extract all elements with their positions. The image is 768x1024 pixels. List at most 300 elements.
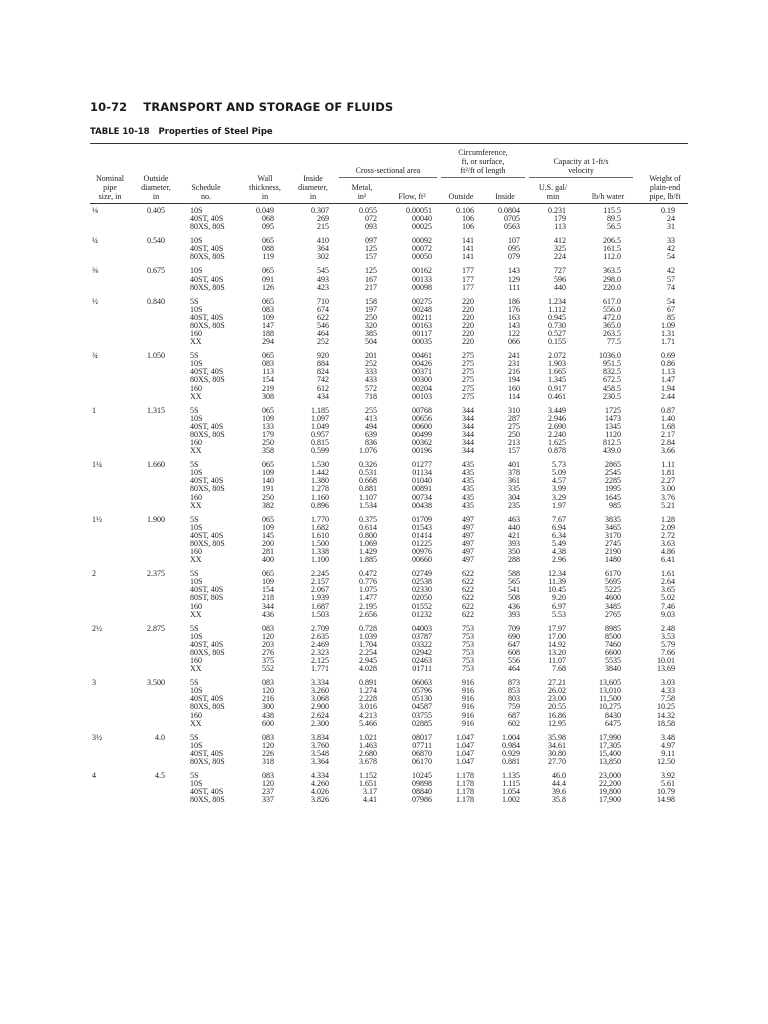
cell-circ-outside: 344 (462, 413, 474, 423)
cell-circ-outside: 220 (462, 337, 474, 347)
cell-circ-inside: 194 (508, 375, 520, 385)
cell-weight: 54 (667, 252, 675, 262)
cell-wall-thickness: 068 (262, 214, 274, 224)
cell-nominal-size: 4 (92, 770, 96, 780)
cell-weight: 2.84 (661, 438, 675, 447)
cell-inside-diameter: 3.068 (311, 694, 329, 704)
cell-circ-inside: 095 (508, 244, 520, 254)
cell-inside-diameter: 2.709 (311, 623, 329, 633)
cell-metal-area: 4.41 (363, 795, 377, 805)
cell-metal-area: 2.680 (359, 748, 377, 758)
cell-weight: 2.09 (661, 522, 675, 532)
cell-lb-per-h: 206.5 (603, 236, 621, 246)
cell-circ-outside: 220 (462, 296, 474, 306)
cell-schedule: 40ST, 40S (190, 787, 224, 797)
cell-gpm: 5.73 (552, 460, 566, 470)
cell-flow-area: 02050 (412, 593, 432, 603)
cell-inside-diameter: 1.610 (311, 530, 329, 540)
header-line: thickness, (249, 183, 281, 192)
cell-inside-diameter: 269 (317, 214, 329, 224)
header-line: Outside (448, 192, 474, 201)
cell-inside-diameter: 0.307 (311, 206, 329, 215)
cell-circ-outside: 622 (462, 577, 474, 587)
cell-circ-outside: 275 (462, 391, 474, 401)
cell-gpm: 2.240 (548, 429, 566, 439)
cell-gpm: 412 (554, 236, 566, 246)
cell-wall-thickness: 083 (262, 732, 274, 742)
cell-metal-area: 385 (365, 329, 377, 338)
cell-lb-per-h: 22,200 (599, 779, 621, 788)
cell-gpm: 46.0 (552, 770, 566, 780)
cell-circ-inside: 216 (508, 367, 520, 377)
header-line: U.S. gal/ (538, 183, 568, 192)
cell-inside-diameter: 1.503 (311, 609, 329, 619)
cell-gpm: 27.21 (548, 678, 566, 688)
cell-metal-area: 2.656 (359, 609, 377, 619)
cell-weight: 0.19 (661, 206, 675, 215)
cell-metal-area: 0.531 (359, 468, 377, 478)
cell-weight: 7.46 (661, 601, 675, 611)
cell-outside-diameter: 4.0 (155, 732, 165, 742)
cell-nominal-size: 2 (92, 569, 96, 579)
cell-metal-area: 5.466 (359, 718, 377, 728)
cell-schedule: 80ST, 80S (190, 593, 224, 603)
cell-nominal-size: 1¼ (92, 460, 102, 470)
cell-inside-diameter: 2.300 (311, 718, 329, 728)
cell-lb-per-h: 1345 (605, 421, 621, 431)
cell-gpm: 12.95 (548, 718, 566, 728)
cell-gpm: 39.6 (552, 787, 566, 797)
cell-flow-area: 00656 (412, 413, 432, 423)
cell-circ-inside: 0.0804 (498, 206, 520, 215)
cell-gpm: 26.02 (548, 686, 566, 696)
cell-gpm: 7.67 (552, 514, 566, 524)
cell-schedule: XX (190, 500, 202, 510)
cell-lb-per-h: 3465 (605, 522, 621, 532)
cell-metal-area: 1.107 (359, 492, 377, 502)
cell-outside-diameter: 3.500 (147, 678, 165, 688)
cell-lb-per-h: 812.5 (603, 438, 621, 447)
cell-circ-inside: 1.115 (502, 779, 520, 788)
page-number: 10-72 (90, 100, 128, 114)
cell-circ-outside: 916 (462, 694, 474, 704)
cell-wall-thickness: 318 (262, 756, 274, 766)
cell-inside-diameter: 612 (317, 383, 329, 393)
cell-inside-diameter: 2.900 (311, 702, 329, 712)
cell-schedule: 40ST, 40S (190, 367, 224, 377)
cell-inside-diameter: 464 (317, 329, 329, 338)
cell-circ-outside: 916 (462, 678, 474, 688)
cell-lb-per-h: 556.0 (603, 304, 621, 314)
col-head-weight (640, 174, 690, 201)
cell-wall-thickness: 119 (262, 252, 274, 262)
cell-circ-inside: 1.135 (502, 770, 520, 780)
cell-metal-area: 1.477 (359, 593, 377, 603)
cell-schedule: XX (190, 664, 202, 674)
cell-schedule: 80XS, 80S (190, 756, 225, 766)
cell-lb-per-h: 8500 (605, 631, 621, 641)
cell-flow-area: 00600 (412, 421, 432, 431)
cell-metal-area: 197 (365, 304, 377, 314)
cell-circ-outside: 497 (462, 538, 474, 548)
cell-flow-area: 00196 (412, 446, 432, 456)
col-head-wall-thickness (240, 174, 290, 201)
cell-schedule: XX (190, 555, 202, 565)
section-title: TRANSPORT AND STORAGE OF FLUIDS (143, 100, 394, 114)
cell-inside-diameter: 215 (317, 222, 329, 232)
cell-inside-diameter: 1.687 (311, 601, 329, 611)
cell-wall-thickness: 091 (262, 274, 274, 284)
cell-inside-diameter: 824 (317, 367, 329, 377)
cell-metal-area: 0.055 (359, 206, 377, 215)
cell-schedule: 5S (190, 569, 199, 579)
header-line: Schedule (191, 183, 221, 192)
cell-weight: 57 (667, 274, 675, 284)
cell-metal-area: 1.651 (359, 779, 377, 788)
cell-circ-outside: 435 (462, 460, 474, 470)
cell-nominal-size: 1 (92, 405, 96, 415)
cell-wall-thickness: 109 (262, 413, 274, 423)
cell-circ-inside: 1.054 (502, 787, 520, 797)
cell-schedule: 10S (190, 631, 203, 641)
cell-circ-inside: 565 (508, 577, 520, 587)
cell-circ-inside: 1.004 (502, 732, 520, 742)
cell-flow-area: 00660 (412, 555, 432, 565)
cell-weight: 1.47 (661, 375, 675, 385)
cell-circ-outside: 622 (462, 609, 474, 619)
cell-gpm: 440 (554, 282, 566, 292)
cell-weight: 5.21 (661, 500, 675, 510)
cell-wall-thickness: 250 (262, 438, 274, 447)
cell-circ-outside: 753 (462, 664, 474, 674)
cell-nominal-size: 3½ (92, 732, 102, 742)
cell-lb-per-h: 15,400 (599, 748, 621, 758)
cell-wall-thickness: 216 (262, 694, 274, 704)
cell-metal-area: 252 (365, 359, 377, 369)
cell-wall-thickness: 382 (262, 500, 274, 510)
cell-outside-diameter: 2.375 (147, 569, 165, 579)
cell-schedule: 160 (190, 383, 202, 393)
cell-inside-diameter: 1.049 (311, 421, 329, 431)
cell-inside-diameter: 364 (317, 244, 329, 254)
cell-wall-thickness: 083 (262, 770, 274, 780)
cell-circ-outside: 497 (462, 547, 474, 556)
cell-flow-area: 0.00051 (406, 206, 432, 215)
header-line: no. (201, 192, 211, 201)
cell-gpm: 11.39 (548, 577, 566, 587)
cell-gpm: 16.86 (548, 710, 566, 720)
cell-circ-outside: 1.047 (456, 756, 474, 766)
cell-inside-diameter: 1.939 (311, 593, 329, 603)
cell-circ-outside: 106 (462, 214, 474, 224)
cell-weight: 54 (667, 296, 675, 306)
cell-wall-thickness: 088 (262, 244, 274, 254)
cell-gpm: 0.945 (548, 312, 566, 322)
cell-circ-outside: 497 (462, 555, 474, 565)
cell-weight: 3.48 (661, 732, 675, 742)
cell-flow-area: 00362 (412, 438, 432, 447)
cell-gpm: 0.878 (548, 446, 566, 456)
header-line: in (261, 192, 269, 201)
cell-gpm: 35.8 (552, 795, 566, 805)
cell-lb-per-h: 56.5 (607, 222, 621, 232)
cell-gpm: 34.61 (548, 740, 566, 750)
cell-gpm: 20.55 (548, 702, 566, 712)
cell-wall-thickness: 191 (262, 484, 274, 494)
cell-metal-area: 1.704 (359, 639, 377, 649)
cell-flow-area: 00891 (412, 484, 432, 494)
cell-circ-outside: 275 (462, 367, 474, 377)
cell-schedule: 80XS, 80S (190, 702, 225, 712)
cell-circ-outside: 220 (462, 312, 474, 322)
cell-circ-outside: 435 (462, 468, 474, 478)
cell-inside-diameter: 3.826 (311, 795, 329, 805)
cell-weight: 9.03 (661, 609, 675, 619)
cell-gpm: 9.20 (552, 593, 566, 603)
cell-circ-outside: 753 (462, 647, 474, 657)
cell-gpm: 2.690 (548, 421, 566, 431)
cell-schedule: 160 (190, 656, 202, 665)
cell-wall-thickness: 109 (262, 468, 274, 478)
cell-circ-inside: 066 (508, 337, 520, 347)
cell-weight: 85 (667, 312, 675, 322)
cell-inside-diameter: 920 (317, 351, 329, 361)
header-line: Outside (143, 174, 169, 183)
cell-lb-per-h: 1036.0 (599, 351, 621, 361)
cell-schedule: 40ST, 40S (190, 312, 224, 322)
cell-schedule: 40ST, 40S (190, 639, 224, 649)
cell-circ-outside: 275 (462, 351, 474, 361)
cell-gpm: 4.38 (552, 547, 566, 556)
cell-inside-diameter: 2.157 (311, 577, 329, 587)
cell-metal-area: 1.429 (359, 547, 377, 556)
cell-wall-thickness: 120 (262, 779, 274, 788)
cell-metal-area: 1.039 (359, 631, 377, 641)
cell-circ-outside: 220 (462, 304, 474, 314)
cell-weight: 2.44 (661, 391, 675, 401)
cell-lb-per-h: 89.5 (607, 214, 621, 224)
cell-circ-inside: 0.929 (502, 748, 520, 758)
cell-inside-diameter: 3.548 (311, 748, 329, 758)
header-line: Weight of (649, 174, 681, 183)
cell-gpm: 727 (554, 266, 566, 276)
cell-metal-area: 201 (365, 351, 377, 361)
cell-circ-inside: 0.984 (502, 740, 520, 750)
cell-lb-per-h: 2190 (605, 547, 621, 556)
cell-circ-inside: 079 (508, 252, 520, 262)
cell-flow-area: 04587 (412, 702, 432, 712)
cell-circ-inside: 440 (508, 522, 520, 532)
cell-metal-area: 2.228 (359, 694, 377, 704)
col-head-nominal-size (88, 174, 132, 201)
cell-schedule: 160 (190, 710, 202, 720)
cell-circ-inside: 608 (508, 647, 520, 657)
cell-metal-area: 0.776 (359, 577, 377, 587)
cell-flow-area: 07711 (412, 740, 432, 750)
cell-circ-inside: 361 (508, 476, 520, 486)
cell-circ-inside: 873 (508, 678, 520, 688)
cell-outside-diameter: 1.900 (147, 514, 165, 524)
cell-flow-area: 02749 (412, 569, 432, 579)
cell-gpm: 0.730 (548, 320, 566, 330)
cell-gpm: 3.449 (548, 405, 566, 415)
cell-gpm: 5.53 (552, 609, 566, 619)
cell-metal-area: 494 (365, 421, 377, 431)
cell-wall-thickness: 218 (262, 593, 274, 603)
cell-lb-per-h: 161.5 (603, 244, 621, 254)
cell-circ-inside: 853 (508, 686, 520, 696)
cell-wall-thickness: 438 (262, 710, 274, 720)
cell-outside-diameter: 4.5 (155, 770, 165, 780)
header-line: plain-end (649, 183, 681, 192)
cell-schedule: 10S (190, 266, 203, 276)
cell-wall-thickness: 120 (262, 740, 274, 750)
cell-schedule: 80XS, 80S (190, 252, 225, 262)
cell-circ-inside: 304 (508, 492, 520, 502)
cell-circ-inside: 186 (508, 296, 520, 306)
cell-wall-thickness: 237 (262, 787, 274, 797)
cell-circ-outside: 344 (462, 429, 474, 439)
cell-inside-diameter: 1.771 (311, 664, 329, 674)
group-header-capacity (529, 157, 633, 175)
cell-metal-area: 572 (365, 383, 377, 393)
cell-flow-area: 06063 (412, 678, 432, 688)
cell-inside-diameter: 1.500 (311, 538, 329, 548)
cell-wall-thickness: 120 (262, 686, 274, 696)
cell-flow-area: 00499 (412, 429, 432, 439)
cell-circ-inside: 275 (508, 421, 520, 431)
cell-schedule: 5S (190, 623, 199, 633)
cell-lb-per-h: 6170 (605, 569, 621, 579)
cell-lb-per-h: 263.5 (603, 329, 621, 338)
cell-schedule: 80XS, 80S (190, 429, 225, 439)
cell-weight: 2.72 (661, 530, 675, 540)
cell-schedule: 40ST, 40S (190, 530, 224, 540)
cell-lb-per-h: 3840 (605, 664, 621, 674)
cell-flow-area: 00025 (412, 222, 432, 232)
cell-weight: 4.86 (661, 547, 675, 556)
cell-lb-per-h: 19,800 (599, 787, 621, 797)
cell-schedule: 80XS, 80S (190, 375, 225, 385)
cell-circ-outside: 916 (462, 718, 474, 728)
cell-weight: 1.68 (661, 421, 675, 431)
cell-circ-inside: 436 (508, 601, 520, 611)
header-line: size, in (98, 192, 122, 201)
cell-circ-inside: 759 (508, 702, 520, 712)
cell-circ-inside: 421 (508, 530, 520, 540)
cell-lb-per-h: 13,010 (599, 686, 621, 696)
cell-outside-diameter: 0.405 (147, 206, 165, 215)
header-line: Wall (257, 174, 273, 183)
cell-circ-outside: 141 (462, 236, 474, 246)
cell-weight: 1.13 (661, 367, 675, 377)
cell-wall-thickness: 344 (262, 601, 274, 611)
cell-flow-area: 06170 (412, 756, 432, 766)
cell-schedule: 5S (190, 732, 199, 742)
cell-lb-per-h: 1645 (605, 492, 621, 502)
cell-nominal-size: ¾ (92, 351, 98, 361)
cell-outside-diameter: 0.540 (147, 236, 165, 246)
capacity-rule (529, 177, 633, 178)
cell-metal-area: 413 (365, 413, 377, 423)
cell-circ-inside: 687 (508, 710, 520, 720)
cell-circ-outside: 622 (462, 585, 474, 595)
cell-inside-diameter: 1.682 (311, 522, 329, 532)
cell-flow-area: 01040 (412, 476, 432, 486)
cell-inside-diameter: 1.160 (311, 492, 329, 502)
cell-inside-diameter: 302 (317, 252, 329, 262)
cell-circ-outside: 1.178 (456, 770, 474, 780)
cell-weight: 67 (667, 304, 675, 314)
table-top-rule (90, 143, 688, 144)
header-line: pipe (103, 183, 117, 192)
cell-weight: 12.50 (657, 756, 675, 766)
cell-schedule: 10S (190, 779, 203, 788)
cell-wall-thickness: 120 (262, 631, 274, 641)
cell-lb-per-h: 4600 (605, 593, 621, 603)
cell-flow-area: 02463 (412, 656, 432, 665)
cell-weight: 4.97 (661, 740, 675, 750)
cell-flow-area: 00211 (412, 312, 432, 322)
cell-wall-thickness: 065 (262, 460, 274, 470)
cell-circ-inside: 463 (508, 514, 520, 524)
cell-gpm: 14.92 (548, 639, 566, 649)
cell-weight: 0.86 (661, 359, 675, 369)
cell-weight: 42 (667, 266, 675, 276)
cell-schedule: 80XS, 80S (190, 538, 225, 548)
cell-circ-inside: 588 (508, 569, 520, 579)
cell-gpm: 7.68 (552, 664, 566, 674)
cell-flow-area: 01225 (412, 538, 432, 548)
cell-schedule: 80XS, 80S (190, 647, 225, 657)
circ-line-1: Circumference, (458, 148, 508, 157)
cell-circ-inside: 287 (508, 413, 520, 423)
cell-lb-per-h: 8985 (605, 623, 621, 633)
cell-schedule: 5S (190, 678, 199, 688)
cell-circ-inside: 235 (508, 500, 520, 510)
cell-wall-thickness: 109 (262, 522, 274, 532)
cell-wall-thickness: 200 (262, 538, 274, 548)
cell-wall-thickness: 250 (262, 492, 274, 502)
cell-lb-per-h: 832.5 (603, 367, 621, 377)
cell-schedule: 10S (190, 359, 203, 369)
cell-wall-thickness: 0.049 (256, 206, 274, 215)
cell-wall-thickness: 113 (262, 367, 274, 377)
cell-wall-thickness: 300 (262, 702, 274, 712)
cell-weight: 3.03 (661, 678, 675, 688)
cell-inside-diameter: 1.770 (311, 514, 329, 524)
cell-lb-per-h: 1480 (605, 555, 621, 565)
cell-circ-outside: 497 (462, 522, 474, 532)
cell-inside-diameter: 742 (317, 375, 329, 385)
circ-line-2: ft, or surface, (461, 157, 505, 166)
cell-weight: 1.09 (661, 320, 675, 330)
cell-inside-diameter: 2.635 (311, 631, 329, 641)
cell-weight: 13.69 (657, 664, 675, 674)
cell-metal-area: 255 (365, 405, 377, 415)
cell-lb-per-h: 672.5 (603, 375, 621, 385)
cell-schedule: 160 (190, 329, 202, 338)
cell-schedule: 80XS, 80S (190, 484, 225, 494)
cell-metal-area: 3.17 (363, 787, 377, 797)
cell-metal-area: 718 (365, 391, 377, 401)
cell-inside-diameter: 4.260 (311, 779, 329, 788)
cell-gpm: 224 (554, 252, 566, 262)
cell-inside-diameter: 3.834 (311, 732, 329, 742)
cell-metal-area: 0.326 (359, 460, 377, 470)
cell-gpm: 23.00 (548, 694, 566, 704)
cell-lb-per-h: 2765 (605, 609, 621, 619)
